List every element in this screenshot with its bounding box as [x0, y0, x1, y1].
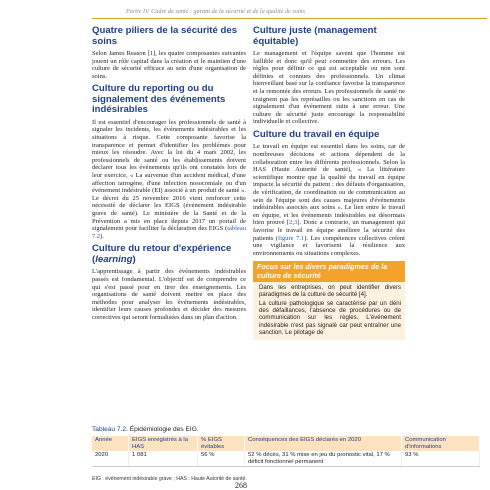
paragraph-teamwork-middle: ]. Donc a contrario, un management qui favorise le travail en équipe améliore la sécurité des patients ( [253, 219, 405, 242]
heading-reporting-culture: Culture du reporting ou du signalement des événements indésirables [92, 83, 226, 116]
focus-box [253, 261, 405, 339]
table-header-cell: Conséquences des EIGS déclarés en 2020 [245, 436, 402, 451]
table-reference-link[interactable]: tableau 7.2 [92, 225, 246, 240]
table-cell: 2020 [92, 451, 129, 467]
table-caption-label: Tableau 7.2. [92, 426, 128, 433]
table-footnote: EIG : événement indésirable grave ; HAS : Haute Autorité de santé. [92, 476, 247, 482]
table-cell: 93 % [402, 451, 480, 467]
table-caption [92, 426, 199, 433]
heading-four-pillars: Quatre piliers de la sécurité des soins [92, 25, 238, 47]
focus-box-paragraph-2: La culture pathologique se caractérise par un déni des défaillances, l'absence de procédures ou de communication sur les règles. L'événement indésirable n'est pas signalé car peut entraîner une sanction. Le pilotage de [259, 299, 401, 337]
figure-reference-link[interactable]: figure 7.1 [277, 234, 305, 242]
table-caption-text: Épidémiologie des EIG. [127, 426, 199, 433]
heading-learning-pre: Culture du retour d'expérience ( [92, 243, 232, 265]
paragraph-teamwork-text: Le travail en équipe est essentiel dans les soins, car de nombreuses décisions et actions dépendent de la collaboration entre les différents professionnels. Selon la HAS (Haute Autorité de santé), « La littérature scientifique montre que la qualité du travail en équipe impacte la sécurité du patient : des défauts d'organisation, de vérification, de coordination ou de communication au sein de l'équipe sont des causes majeures d'événements indésirables associés aux soins ». Le lien entre le travail en équipe, et les événements indésirables est désormais bien prouvé [ [253, 143, 405, 227]
running-head: Partie IV. Cadre de santé : garant de la sécurité et de la qualité de soins [126, 8, 306, 15]
paragraph-just-culture: Le management et l'équipe savent que l'homme est faillible et donc qu'il peut commettre des erreurs. Les règles pour définir ce qui est acceptable ou non sont définies et connues des professionnels. Un climat bienveillant basé sur la confiance favorise la transparence et la remontée des erreurs. Les professionnels de santé ne craignent pas les représailles ou les sanctions en cas de signalement d'un événement suite à une erreur. Une culture de sécurité juste encourage la responsabilité individuelle et collective. [253, 50, 405, 126]
paragraph-teamwork-end: ). Les compétences collectives créent une vigilance et favorisent la résilience aux environnements ou situations complexes. [253, 234, 405, 257]
table-header-cell: Communication d'informations [402, 436, 480, 451]
table-header-cell: % EIGS évitables [198, 436, 245, 451]
left-column [92, 22, 246, 325]
table-cell: 56 % [198, 451, 245, 467]
page-number: 268 [235, 481, 247, 490]
heading-learning-culture [92, 244, 246, 265]
table-row [92, 451, 480, 467]
epidemiology-table [92, 436, 480, 467]
focus-box-body [253, 282, 405, 340]
heading-just-culture: Culture juste (management équitable) [253, 25, 377, 47]
table-header-cell: EIGS enregistrés à la HAS [129, 436, 198, 451]
paragraph-reason: Selon James Reason [1], les quatre composantes suivantes jouent un rôle capital dans la création et le maintien d'une culture de sécurité efficace au sein d'une organisation de soins. [92, 50, 246, 80]
heading-learning-post: ) [132, 253, 136, 265]
table-cell: 1 081 [129, 451, 198, 467]
right-column [253, 22, 405, 340]
paragraph-learning: L'apprentissage à partir des événements indésirables passés est fondamental. L'objectif est de comprendre ce qui s'est passé pour en tirer des enseignements. Les organisations de santé doivent mettre en place des méthodes pour analyser les événements indésirables, identifier leurs causes profondes et décider des mesures correctives qui seront formalisées dans un plan d'action. [92, 268, 246, 321]
heading-teamwork-culture: Culture du travail en équipe [253, 128, 380, 140]
header-rule [92, 18, 487, 19]
paragraph-reporting-text: Il est essentiel d'encourager les professionnels de santé à signaler les incidents, les événements indésirables et les situations à risque. Cette composante favorise la transparence et permet d'identifier les problèmes pour mieux les résoudre. Avec la loi du 4 mars 2002, les professionnels de santé ou les établissements doivent déclarer tous les événements qu'ils ont constatés lors de leur exercice, « La survenue d'un accident médical, d'une affection iatrogène, d'une infection nosocomiale ou d'un événement indésirable (EI) associé à un produit de santé ». Le décret du 25 novembre 2016 vient renforcer cette nécessité de déclarer les EIGS (événement indésirable grave de santé). Le ministère de la Santé et de la Prévention a mis en place depuis 2017 un portail de signalement pour faciliter la déclaration des EIGS ( [92, 118, 246, 233]
citation-reference-link[interactable]: 2,3 [289, 219, 298, 227]
heading-learning-italic: learning [95, 253, 133, 265]
table-cell: 52 % décès, 31 % mise en jeu du pronostic vital, 17 % déficit fonctionnel permanent [245, 451, 402, 467]
table-header-row [92, 436, 480, 451]
focus-box-paragraph-1: Dans les entreprises, on peut identifier divers paradigmes de la culture de sécurité [4]. [259, 283, 401, 299]
table-header-cell: Année [92, 436, 129, 451]
paragraph-teamwork [253, 143, 405, 257]
paragraph-reporting [92, 119, 246, 241]
paragraph-reporting-end: ). [100, 232, 104, 240]
focus-box-title: Focus sur les divers paradigmes de la culture de sécurité [253, 261, 405, 281]
